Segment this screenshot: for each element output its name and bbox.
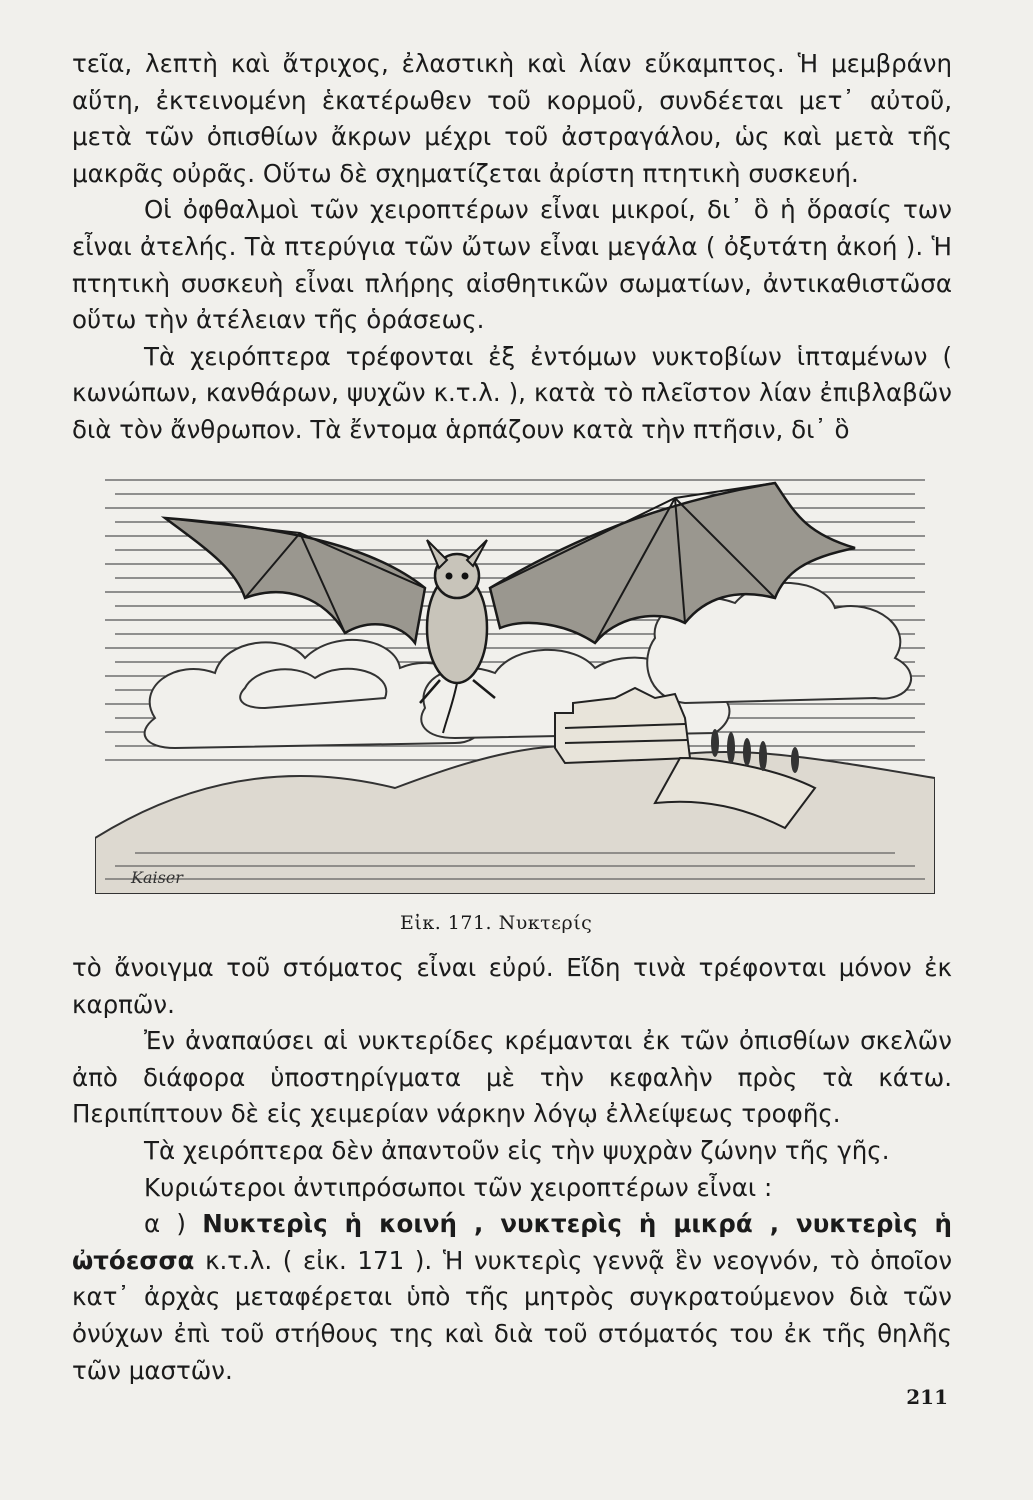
bat-illustration	[95, 458, 935, 894]
paragraph-representatives: Κυριώτεροι ἀντιπρόσωποι τῶν χειροπτέρων εἶναι :	[144, 1172, 773, 1202]
bat-drawing	[95, 458, 935, 894]
species-description: κ.τ.λ. ( εἰκ. 171 ). Ἡ νυκτερὶς γεννᾷ ἓν νεογνόν, τὸ ὁποῖον κατ᾽ ἀρχὰς μεταφέρεται ὑπὸ τῆς μητρὸς συγκρατούμενον διὰ τῶν ὀνύχων ἐπὶ τοῦ στήθους της καὶ διὰ τοῦ στόματός του ἐκ τῆς θηλῆς τῶν μαστῶν.	[72, 1245, 952, 1385]
bat-ear-right	[467, 540, 487, 566]
paragraph-membrane: τεῖα, λεπτὴ καὶ ἄτριχος, ἐλαστικὴ καὶ λίαν εὔκαμπτος. Ἡ μεμβράνη αὕτη, ἐκτεινομένη ἑκατέρωθεν τοῦ κορμοῦ, συνδέεται μετ᾽ αὐτοῦ, μετὰ τῶν ὀπισθίων ἄκρων μέχρι τοῦ ἀστραγάλου, ὡς καὶ μετὰ τῆς μακρᾶς οὐρᾶς. Οὕτω δὲ σχηματίζεται ἀρίστη πτητικὴ συσκευή.	[72, 49, 952, 188]
hills	[95, 746, 935, 894]
page-number: 211	[906, 1385, 948, 1409]
text-block-bottom	[72, 950, 952, 1389]
paragraph-species	[72, 1206, 952, 1389]
figure-caption: Εἰκ. 171. Νυκτερίς	[400, 912, 593, 934]
bat-eye-left	[446, 573, 453, 580]
species-list-marker: α )	[144, 1209, 203, 1239]
left-wing	[165, 518, 425, 643]
illustrator-signature: Kaiser	[131, 868, 183, 887]
text-block-top	[72, 46, 952, 449]
species-names: Νυκτερὶς ἡ κοινή , νυκτερὶς ἡ μικρά , νυκτερὶς ἡ ὠτόεσσα	[72, 1209, 952, 1275]
paragraph-eyes-ears: Οἱ ὀφθαλμοὶ τῶν χειροπτέρων εἶναι μικροί, δι᾽ ὃ ἡ ὅρασίς των εἶναι ἀτελής. Τὰ πτερύγια τῶν ὤτων εἶναι μεγάλα ( ὀξυτάτη ἀκοή ). Ἡ πτητικὴ συσκευὴ εἶναι πλήρης αἰσθητικῶν σωματίων, ἀντικαθιστῶσα οὕτω τὴν ἀτέλειαν τῆς ὁράσεως.	[72, 195, 952, 335]
paragraph-resting: Ἐν ἀναπαύσει αἱ νυκτερίδες κρέμανται ἐκ τῶν ὀπισθίων σκελῶν ἀπὸ διάφορα ὑποστηρίγματα μὲ τὴν κεφαλὴν πρὸς τὰ κάτω. Περιπίπτουν δὲ εἰς χειμερίαν νάρκην λόγῳ ἐλλείψεως τροφῆς.	[72, 1026, 952, 1129]
bat-eye-right	[462, 573, 469, 580]
paragraph-diet: Τὰ χειρόπτερα τρέφονται ἐξ ἐντόμων νυκτοβίων ἱπταμένων ( κωνώπων, κανθάρων, ψυχῶν κ.τ.λ. ), κατὰ τὸ πλεῖστον λίαν ἐπιβλαβῶν διὰ τὸν ἄνθρωπον. Τὰ ἔντομα ἁρπάζουν κατὰ τὴν πτῆσιν, δι᾽ ὃ	[72, 341, 952, 444]
paragraph-mouth: τὸ ἄνοιγμα τοῦ στόματος εἶναι εὐρύ. Εἴδη τινὰ τρέφονται μόνον ἐκ καρπῶν.	[72, 953, 952, 1019]
paragraph-distribution: Τὰ χειρόπτερα δὲν ἀπαντοῦν εἰς τὴν ψυχρὰν ζώνην τῆς γῆς.	[144, 1135, 890, 1165]
